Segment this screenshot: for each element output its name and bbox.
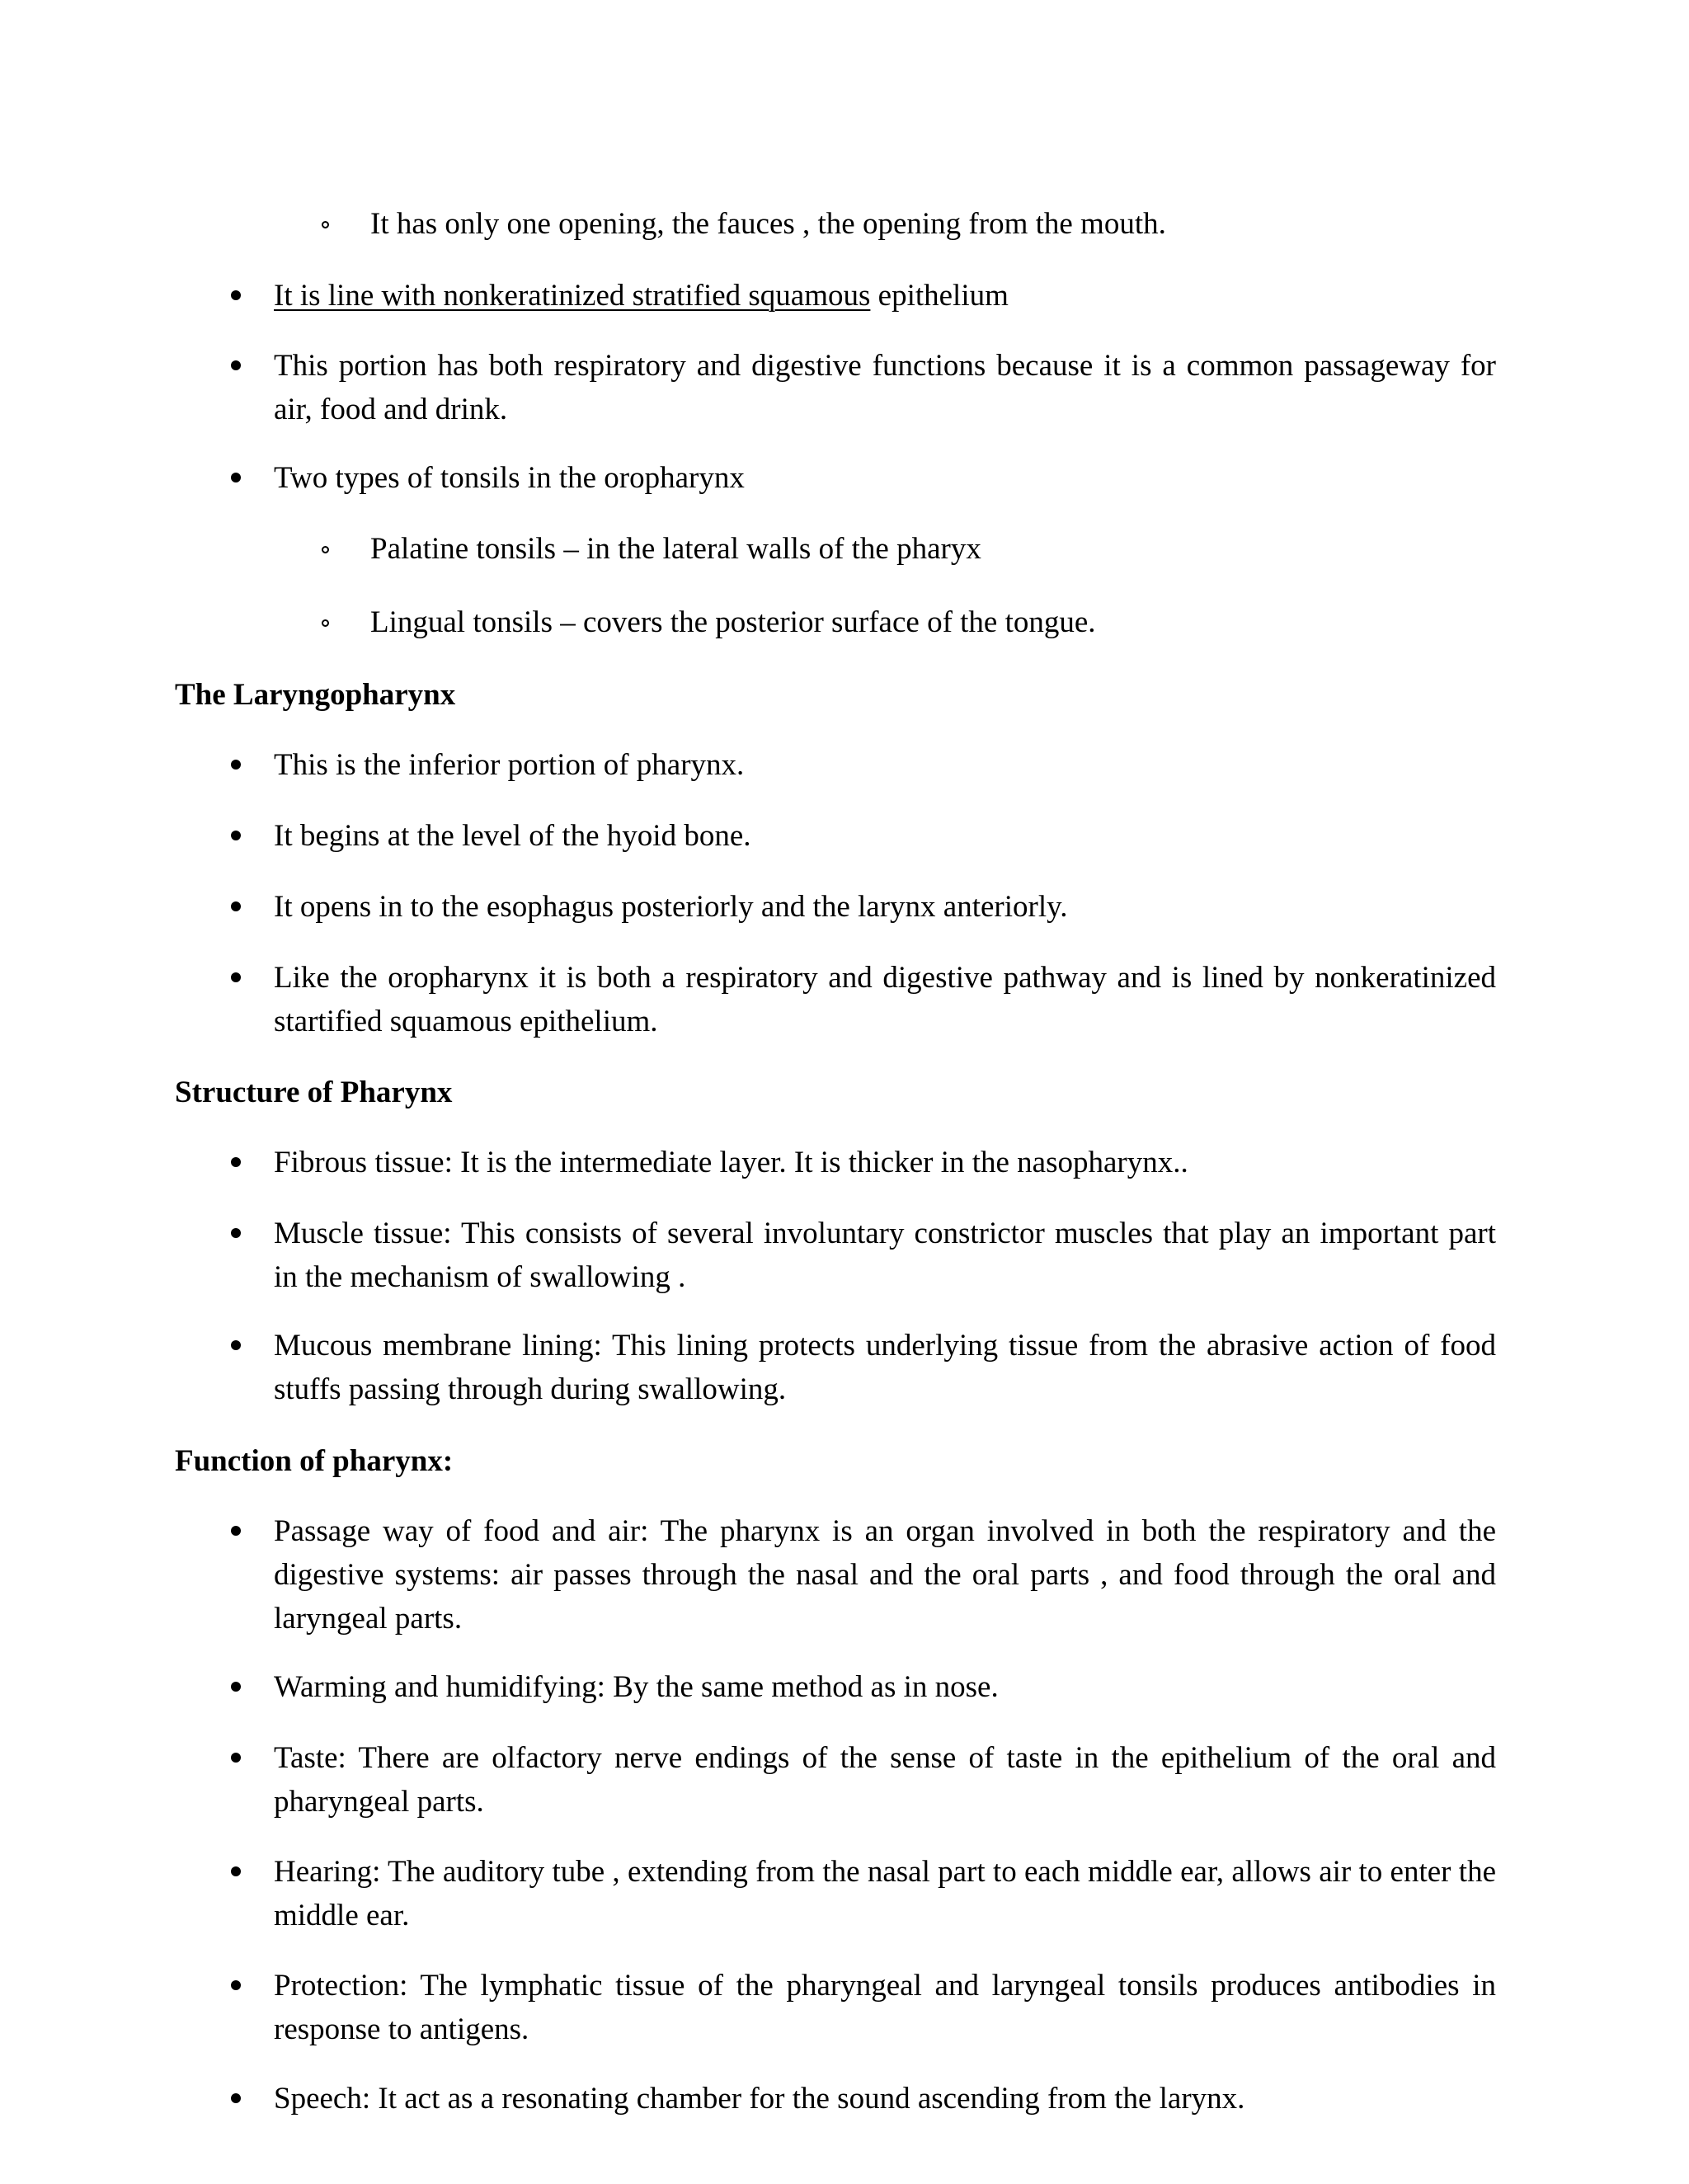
oropharynx-sub-bullet-1: It has only one opening, the fauces , the opening from the mouth. [370,207,1166,241]
bullet-marker [231,1157,241,1167]
laryngopharynx-bullet-2: It begins at the level of the hyoid bone. [274,819,751,853]
bullet-marker [231,972,241,982]
oropharynx-sub-bullet-2: Palatine tonsils – in the lateral walls of the pharyx [370,532,981,566]
sub-bullet-marker [322,619,329,627]
bullet-marker [231,831,241,840]
underlined-text: It is line with nonkeratinized stratified squamous [274,279,871,313]
sub-bullet-marker [322,546,329,553]
bullet-marker [231,1228,241,1238]
laryngopharynx-bullet-4: Like the oropharynx it is both a respiratory and digestive pathway and is lined by nonkeratinized startified squamous epithelium. [274,961,1496,1038]
structure-bullet-2: Muscle tissue: This consists of several involuntary constrictor muscles that play an important part in the mechanism of swallowing . [274,1217,1496,1294]
laryngopharynx-bullet-3: It opens in to the esophagus posteriorly and the larynx anteriorly. [274,890,1068,924]
bullet-marker [231,901,241,911]
function-bullet-2: Warming and humidifying: By the same method as in nose. [274,1670,999,1704]
bullet-marker [231,2093,241,2103]
bullet-marker [231,760,241,770]
bullet-marker [231,473,241,482]
oropharynx-bullet-3: Two types of tonsils in the oropharynx [274,461,745,495]
bullet-marker [231,360,241,370]
function-bullet-1: Passage way of food and air: The pharynx is an organ involved in both the respiratory and the digestive systems: air passes through the nasal and the oral parts , and food through the oral and laryngeal parts. [274,1514,1496,1636]
function-bullet-3: Taste: There are olfactory nerve endings of the sense of taste in the epithelium of the oral and pharyngeal parts. [274,1741,1496,1819]
bullet-marker [231,1682,241,1692]
bullet-marker [231,290,241,300]
bullet-marker [231,1866,241,1876]
section-heading-function: Function of pharynx: [175,1444,454,1478]
oropharynx-bullet-2: This portion has both respiratory and digestive functions because it is a common passageway for air, food and drink. [274,349,1496,426]
laryngopharynx-bullet-1: This is the inferior portion of pharynx. [274,748,745,782]
structure-bullet-3: Mucous membrane lining: This lining protects underlying tissue from the abrasive action of food stuffs passing through during swallowing. [274,1329,1496,1406]
sub-bullet-marker [322,221,329,228]
section-heading-structure: Structure of Pharynx [175,1076,453,1109]
function-bullet-5: Protection: The lymphatic tissue of the pharyngeal and laryngeal tonsils produces antibodies in response to antigens. [274,1969,1496,2046]
function-bullet-6: Speech: It act as a resonating chamber for the sound ascending from the larynx. [274,2082,1245,2116]
section-heading-laryngopharynx: The Laryngopharynx [175,678,456,712]
oropharynx-sub-bullet-3: Lingual tonsils – covers the posterior surface of the tongue. [370,605,1096,639]
bullet-marker [231,1526,241,1536]
bullet-marker [231,1980,241,1990]
bullet-text-rest: epithelium [870,279,1009,313]
function-bullet-4: Hearing: The auditory tube , extending from the nasal part to each middle ear, allows air to enter the middle ear. [274,1855,1496,1932]
oropharynx-bullet-1 [274,274,1009,318]
bullet-marker [231,1753,241,1763]
structure-bullet-1: Fibrous tissue: It is the intermediate layer. It is thicker in the nasopharynx.. [274,1146,1188,1179]
bullet-marker [231,1340,241,1350]
